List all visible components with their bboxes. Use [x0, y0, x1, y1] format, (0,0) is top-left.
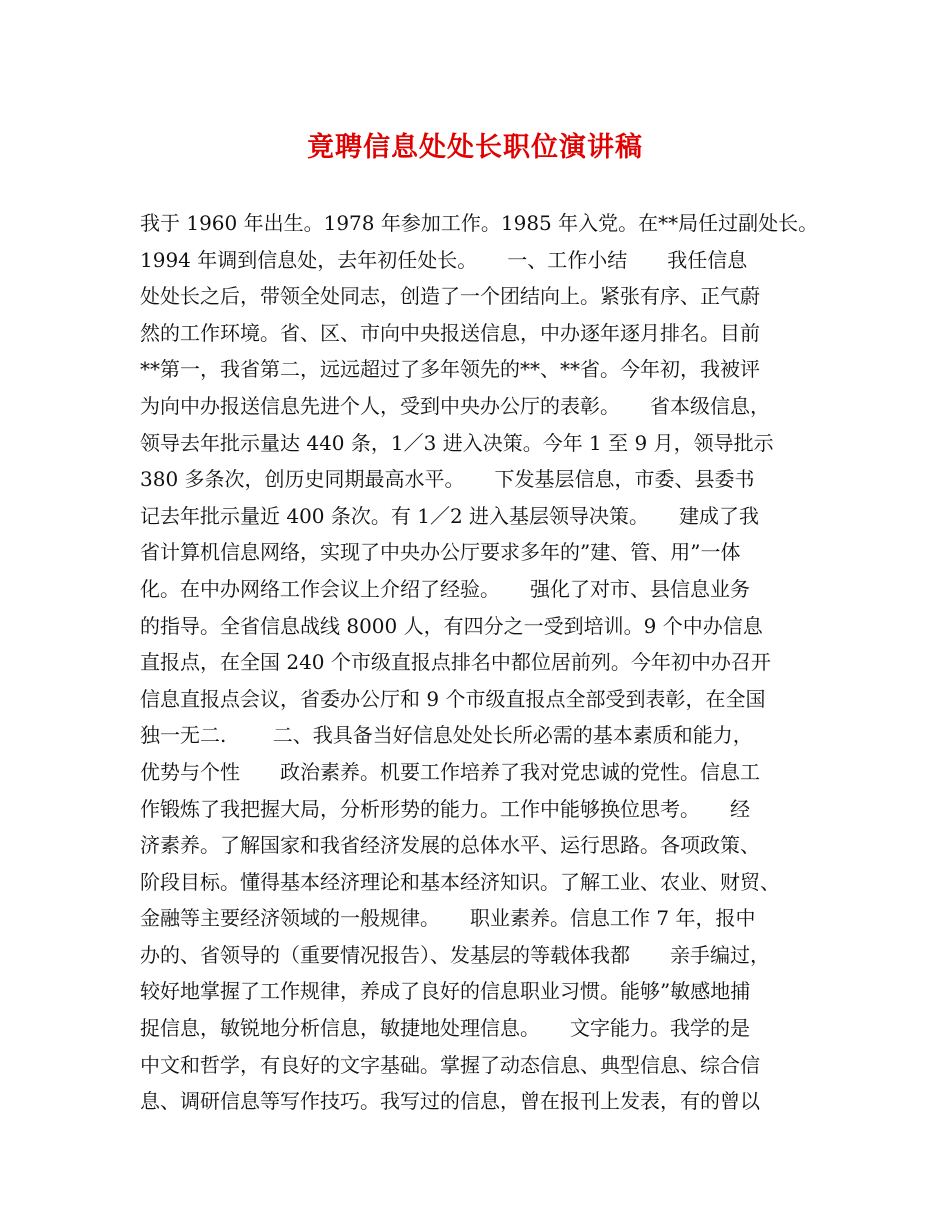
- body-line: 济素养。了解国家和我省经济发展的总体水平、运行思路。各项政策、: [140, 833, 760, 858]
- body-line: 优势与个性 政治素养。机要工作培养了我对党忠诚的党性。信息工: [140, 759, 760, 784]
- body-line: 捉信息，敏锐地分析信息，敏捷地处理信息。 文字能力。我学的是: [140, 1016, 750, 1041]
- body-line: 领导去年批示量达 440 条，1／3 进入决策。今年 1 至 9 月，领导批示: [140, 430, 774, 455]
- body-line: 息、调研信息等写作技巧。我写过的信息，曾在报刊上发表，有的曾以: [140, 1089, 760, 1114]
- body-line: 380 多条次，创历史同期最高水平。 下发基层信息，市委、县委书: [140, 467, 755, 492]
- body-line: **第一，我省第二，远远超过了多年领先的**、**省。今年初，我被评: [140, 357, 760, 382]
- body-line: 1994 年调到信息处，去年初任处长。 一、工作小结 我任信息: [140, 247, 748, 272]
- body-line: 省计算机信息网络，实现了中央办公厅要求多年的”建、管、用”一体: [140, 540, 741, 565]
- body-line: 信息直报点会议，省委办公厅和 9 个市级直报点全部受到表彰，在全国: [140, 686, 766, 711]
- body-line: 办的、省领导的（重要情况报告）、发基层的等载体我都 亲手编过，: [140, 942, 770, 967]
- body-line: 金融等主要经济领域的一般规律。 职业素养。信息工作 7 年，报中: [140, 906, 756, 931]
- body-line: 的指导。全省信息战线 8000 人，有四分之一受到培训。9 个中办信息: [140, 613, 763, 638]
- body-line: 然的工作环境。省、区、市向中央报送信息，中办逐年逐月排名。目前: [140, 320, 760, 345]
- body-line: 阶段目标。懂得基本经济理论和基本经济知识。了解工业、农业、财贸、: [140, 869, 780, 894]
- body-line: 记去年批示量近 400 条次。有 1／2 进入基层领导决策。 建成了我: [140, 503, 760, 528]
- body-line: 独一无二. 二、我具备当好信息处处长所必需的基本素质和能力，: [140, 723, 753, 748]
- document-body: [140, 205, 840, 1120]
- body-line: 处处长之后，带领全处同志，创造了一个团结向上。紧张有序、正气蔚: [140, 284, 760, 309]
- body-line: 作锻炼了我把握大局，分析形势的能力。工作中能够换位思考。 经: [140, 796, 750, 821]
- body-line: 较好地掌握了工作规律，养成了良好的信息职业习惯。能够”敏感地捕: [140, 979, 751, 1004]
- body-line: 直报点，在全国 240 个市级直报点排名中都位居前列。今年初中办召开: [140, 650, 771, 675]
- body-line: 为向中办报送信息先进个人，受到中央办公厅的表彰。 省本级信息，: [140, 393, 770, 418]
- document-title: 竟聘信息处处长职位演讲稿: [307, 132, 643, 163]
- body-line: 中文和哲学，有良好的文字基础。掌握了动态信息、典型信息、综合信: [140, 1052, 760, 1077]
- body-line: 化。在中办网络工作会议上介绍了经验。 强化了对市、县信息业务: [140, 576, 750, 601]
- body-line: 我于 1960 年出生。1978 年参加工作。1985 年入党。在**局任过副处长。: [140, 211, 819, 235]
